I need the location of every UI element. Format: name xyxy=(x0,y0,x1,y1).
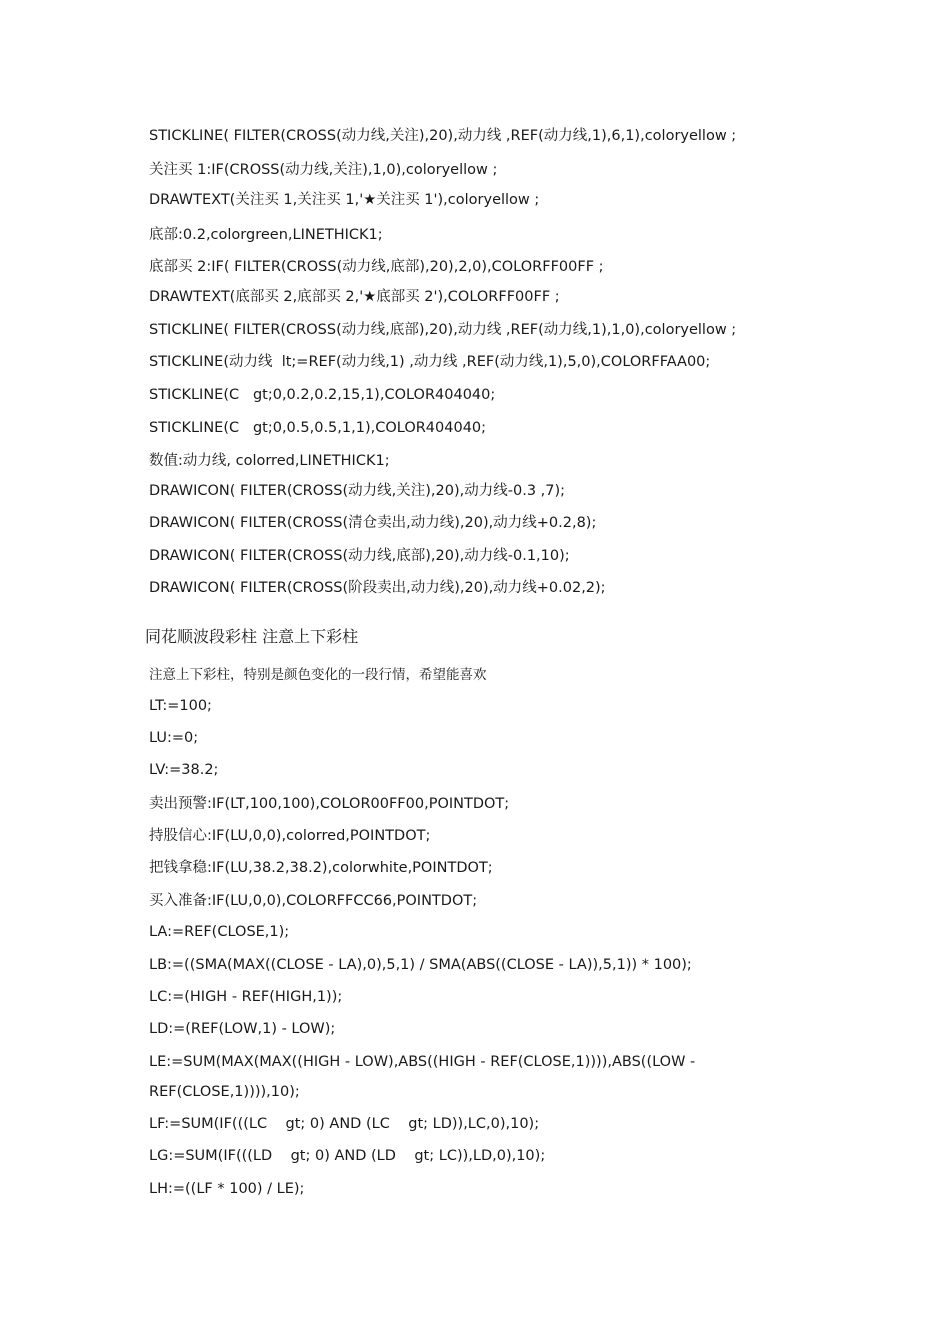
code-line: 底部:0.2,colorgreen,LINETHICK1; xyxy=(149,227,383,243)
code-line: LT:=100; xyxy=(149,698,212,714)
code-line: STICKLINE(动力线 lt;=REF(动力线,1) ,动力线 ,REF(动力线,1),5,0),COLORFFAA00; xyxy=(149,354,711,370)
code-line: DRAWTEXT(底部买 2,底部买 2,'★底部买 2'),COLORFF00FF ; xyxy=(149,289,560,305)
code-line: 持股信心:IF(LU,0,0),colorred,POINTDOT; xyxy=(149,828,431,844)
code-line: LF:=SUM(IF(((LC gt; 0) AND (LC gt; LD)),LC,0),10); xyxy=(149,1116,540,1132)
section-note: 注意上下彩柱，特别是颜色变化的一段行情，希望能喜欢 xyxy=(149,667,487,683)
code-line: STICKLINE( FILTER(CROSS(动力线,关注),20),动力线 ,REF(动力线,1),6,1),coloryellow ; xyxy=(149,128,737,144)
code-line: 底部买 2:IF( FILTER(CROSS(动力线,底部),20),2,0),COLORFF00FF ; xyxy=(149,259,604,275)
code-line: LH:=((LF * 100) / LE); xyxy=(149,1181,305,1197)
section-heading: 同花顺波段彩柱 注意上下彩柱 xyxy=(145,627,359,646)
code-line: 买入准备:IF(LU,0,0),COLORFFCC66,POINTDOT; xyxy=(149,893,478,909)
code-line: DRAWICON( FILTER(CROSS(阶段卖出,动力线),20),动力线+0.02,2); xyxy=(149,580,606,596)
code-line: 数值:动力线, colorred,LINETHICK1; xyxy=(149,453,390,469)
code-line: DRAWICON( FILTER(CROSS(清仓卖出,动力线),20),动力线+0.2,8); xyxy=(149,515,597,531)
code-line: STICKLINE(C gt;0,0.2,0.2,15,1),COLOR404040; xyxy=(149,387,496,403)
code-line: LE:=SUM(MAX(MAX((HIGH - LOW),ABS((HIGH - REF(CLOSE,1)))),ABS((LOW - xyxy=(149,1054,696,1070)
code-line: LD:=(REF(LOW,1) - LOW); xyxy=(149,1021,336,1037)
code-line: 把钱拿稳:IF(LU,38.2,38.2),colorwhite,POINTDOT; xyxy=(149,860,493,876)
code-line: DRAWICON( FILTER(CROSS(动力线,关注),20),动力线-0.3 ,7); xyxy=(149,483,566,499)
code-line: STICKLINE( FILTER(CROSS(动力线,底部),20),动力线 ,REF(动力线,1),1,0),coloryellow ; xyxy=(149,322,737,338)
code-line: LC:=(HIGH - REF(HIGH,1)); xyxy=(149,989,343,1005)
code-line: LG:=SUM(IF(((LD gt; 0) AND (LD gt; LC)),LD,0),10); xyxy=(149,1148,546,1164)
code-line: 关注买 1:IF(CROSS(动力线,关注),1,0),coloryellow ; xyxy=(149,162,498,178)
code-line: 卖出预警:IF(LT,100,100),COLOR00FF00,POINTDOT; xyxy=(149,796,510,812)
code-line: LB:=((SMA(MAX((CLOSE - LA),0),5,1) / SMA(ABS((CLOSE - LA)),5,1)) * 100); xyxy=(149,957,692,973)
code-line: DRAWTEXT(关注买 1,关注买 1,'★关注买 1'),coloryellow ; xyxy=(149,192,540,208)
code-line: DRAWICON( FILTER(CROSS(动力线,底部),20),动力线-0.1,10); xyxy=(149,548,570,564)
code-line: REF(CLOSE,1)))),10); xyxy=(149,1084,300,1100)
code-line: LV:=38.2; xyxy=(149,762,219,778)
code-line: LU:=0; xyxy=(149,730,199,746)
code-line: LA:=REF(CLOSE,1); xyxy=(149,924,290,940)
code-line: STICKLINE(C gt;0,0.5,0.5,1,1),COLOR404040; xyxy=(149,420,487,436)
